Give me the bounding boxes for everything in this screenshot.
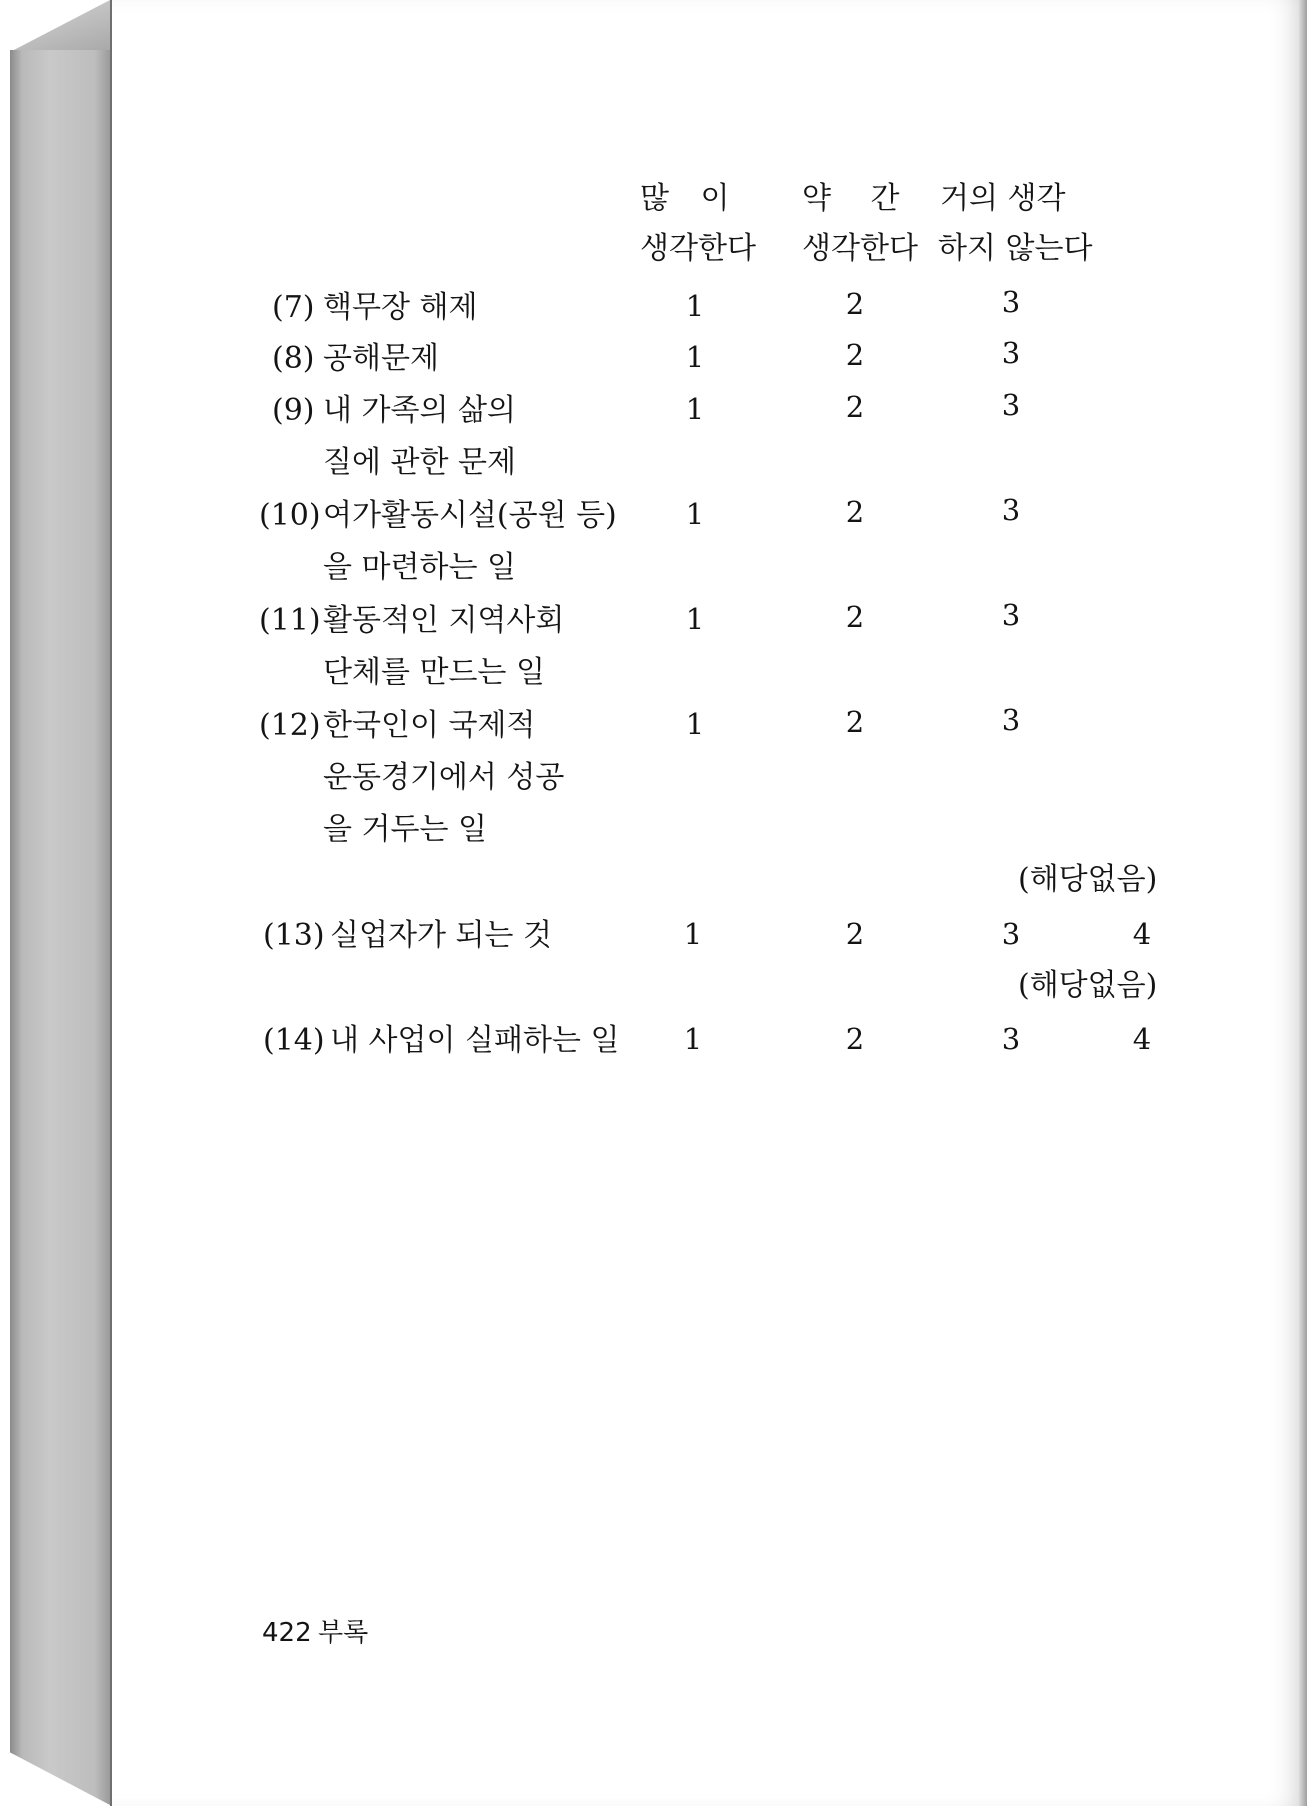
page [110,0,1307,1806]
item-13-text: 실업자가 되는 것 [330,918,552,953]
item-11-value-2: 2 [845,600,865,634]
item-10-text-line-2: 을 마련하는 일 [323,550,516,585]
item-12-value-2: 2 [845,705,865,739]
header-col3-line2: 하지 않는다 [938,231,1093,266]
item-11-text-line-2: 단체를 만드는 일 [323,655,545,690]
item-12-value-3: 3 [1001,703,1021,737]
header-col2-line2: 생각한다 [802,231,918,266]
item-13-number: (13) [263,918,325,953]
item-10-value-2: 2 [845,495,865,529]
item-14-value-2: 2 [845,1022,865,1056]
item-14-value-1: 1 [683,1022,703,1056]
item-14-value-4: 4 [1132,1022,1152,1056]
item-10-value-3: 3 [1001,493,1021,527]
header-col1-line1: 많 이 [640,181,730,216]
footer-section-title: 부록 [318,1618,369,1648]
item-11-value-1: 1 [685,602,705,636]
item-9-number: (9) [272,393,315,428]
header-col1-line2: 생각한다 [640,231,756,266]
item-9-text-line-2: 질에 관한 문제 [323,445,516,480]
item-14-value-3: 3 [1001,1022,1021,1056]
item-10-number: (10) [259,498,321,533]
item-12-text-line-3: 을 거두는 일 [323,812,487,847]
item-12-text-line-2: 운동경기에서 성공 [323,760,565,795]
item-10-value-1: 1 [685,497,705,531]
page-number: 422 [262,1618,312,1648]
item-7-text: 핵무장 해제 [323,290,478,325]
item-9-value-2: 2 [845,390,865,424]
item-8-number: (8) [272,341,315,376]
item-13-na-label: (해당없음) [1018,862,1158,897]
item-7-number: (7) [272,290,315,325]
item-7-value-1: 1 [685,289,705,323]
page-edge [1299,0,1307,1806]
item-14-text: 내 사업이 실패하는 일 [330,1023,620,1058]
item-13-value-2: 2 [845,917,865,951]
item-13-value-1: 1 [683,917,703,951]
item-8-value-1: 1 [685,340,705,374]
item-13-value-4: 4 [1132,917,1152,951]
item-12-value-1: 1 [685,707,705,741]
item-10-text-line-1: 여가활동시설(공원 등) [323,498,617,533]
item-12-text-line-1: 한국인이 국제적 [323,708,536,743]
item-8-text: 공해문제 [323,341,439,376]
item-9-value-1: 1 [685,392,705,426]
item-11-text-line-1: 활동적인 지역사회 [323,603,565,638]
book-spine [10,50,110,1805]
item-7-value-2: 2 [845,287,865,321]
header-col3-line1: 거의 생각 [940,181,1066,216]
item-8-value-3: 3 [1001,336,1021,370]
item-11-value-3: 3 [1001,598,1021,632]
item-9-text-line-1: 내 가족의 삶의 [323,393,516,428]
item-9-value-3: 3 [1001,388,1021,422]
item-11-number: (11) [259,603,321,638]
item-13-value-3: 3 [1001,917,1021,951]
item-12-number: (12) [259,708,321,743]
book-spine-top [10,0,110,52]
item-8-value-2: 2 [845,338,865,372]
item-7-value-3: 3 [1001,285,1021,319]
item-14-na-label: (해당없음) [1018,968,1158,1003]
header-col2-line1: 약 간 [802,181,900,216]
item-14-number: (14) [263,1023,325,1058]
